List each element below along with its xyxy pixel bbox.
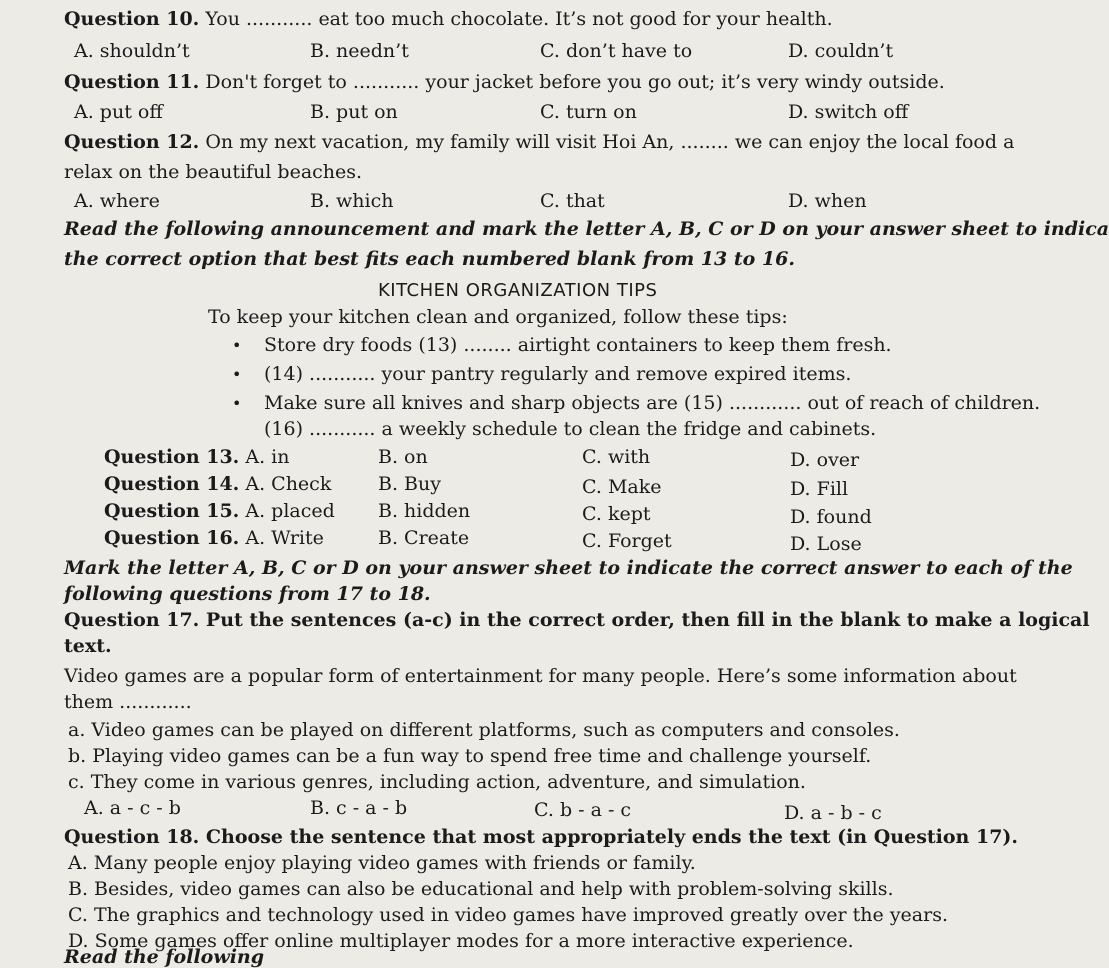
q12-option-c[interactable]: C. that bbox=[540, 190, 605, 212]
q14-option-c[interactable]: C. Make bbox=[582, 476, 662, 498]
bullet-icon: • bbox=[232, 336, 242, 355]
q11-option-c[interactable]: C. turn on bbox=[540, 101, 637, 123]
question-12-label: Question 12. bbox=[64, 131, 200, 153]
q15-option-b[interactable]: B. hidden bbox=[378, 500, 471, 522]
q12-option-d[interactable]: D. when bbox=[788, 190, 867, 212]
q16-option-a[interactable]: A. Write bbox=[245, 527, 324, 549]
q16-option-b[interactable]: B. Create bbox=[378, 527, 470, 549]
tip-item-15: Make sure all knives and sharp objects are (15) ............ out of reach of children. bbox=[264, 392, 1041, 414]
bullet-icon: • bbox=[232, 365, 242, 384]
instruction-13-16-line1: Read the following announcement and mark the letter A, B, C or D on your answer sheet to indica bbox=[64, 218, 1109, 240]
q11-option-a[interactable]: A. put off bbox=[74, 101, 163, 123]
q10-option-c[interactable]: C. don’t have to bbox=[540, 40, 693, 62]
question-13-label: Question 13. bbox=[104, 446, 240, 468]
q18-option-c[interactable]: C. The graphics and technology used in video games have improved greatly over the years. bbox=[68, 904, 949, 926]
question-17-paragraph-line1: Video games are a popular form of entertainment for many people. Here’s some information about bbox=[64, 665, 1017, 687]
question-17-label-line2: text. bbox=[64, 635, 112, 657]
question-15-label: Question 15. bbox=[104, 500, 240, 522]
question-12-text-line2: relax on the beautiful beaches. bbox=[64, 161, 363, 183]
question-10-text: You ........... eat too much chocolate. It’s not good for your health. bbox=[205, 8, 833, 30]
q13-option-b[interactable]: B. on bbox=[378, 446, 428, 468]
q15-option-c[interactable]: C. kept bbox=[582, 503, 651, 525]
question-17-label-line1: Question 17. Put the sentences (a-c) in the correct order, then fill in the blank to make a logical bbox=[64, 609, 1090, 631]
question-15 bbox=[104, 500, 335, 522]
bullet-icon: • bbox=[232, 394, 242, 413]
announcement-intro: To keep your kitchen clean and organized, follow these tips: bbox=[208, 306, 788, 328]
question-16-label: Question 16. bbox=[104, 527, 240, 549]
q10-option-b[interactable]: B. needn’t bbox=[310, 40, 409, 62]
question-10-label: Question 10. bbox=[64, 8, 200, 30]
question-16 bbox=[104, 527, 324, 549]
question-11-label: Question 11. bbox=[64, 71, 200, 93]
sentence-c: c. They come in various genres, including action, adventure, and simulation. bbox=[68, 771, 806, 793]
tip-item-16: (16) ........... a weekly schedule to clean the fridge and cabinets. bbox=[264, 418, 877, 440]
instruction-17-18-line1: Mark the letter A, B, C or D on your answer sheet to indicate the correct answer to each of the bbox=[64, 557, 1073, 579]
question-14-label: Question 14. bbox=[104, 473, 240, 495]
q18-option-d[interactable]: D. Some games offer online multiplayer modes for a more interactive experience. bbox=[68, 930, 854, 952]
sentence-a: a. Video games can be played on different platforms, such as computers and consoles. bbox=[68, 719, 900, 741]
q14-option-b[interactable]: B. Buy bbox=[378, 473, 441, 495]
q17-option-a[interactable]: A. a - c - b bbox=[84, 797, 181, 819]
question-11 bbox=[64, 71, 945, 93]
q14-option-a[interactable]: A. Check bbox=[245, 473, 332, 495]
q17-option-d[interactable]: D. a - b - c bbox=[784, 802, 882, 824]
q17-option-b[interactable]: B. c - a - b bbox=[310, 797, 408, 819]
instruction-13-16-line2: the correct option that best fits each numbered blank from 13 to 16. bbox=[64, 248, 795, 270]
sentence-b: b. Playing video games can be a fun way to spend free time and challenge yourself. bbox=[68, 745, 872, 767]
q12-option-b[interactable]: B. which bbox=[310, 190, 394, 212]
q14-option-d[interactable]: D. Fill bbox=[790, 478, 849, 500]
question-18-label: Question 18. Choose the sentence that most appropriately ends the text (in Question 17). bbox=[64, 826, 1019, 848]
cut-off-text: Read the following bbox=[64, 946, 265, 968]
question-14 bbox=[104, 473, 331, 495]
announcement-title: KITCHEN ORGANIZATION TIPS bbox=[378, 280, 658, 301]
q13-option-d[interactable]: D. over bbox=[790, 449, 860, 471]
q13-option-c[interactable]: C. with bbox=[582, 446, 651, 468]
question-10 bbox=[64, 8, 833, 30]
q11-option-d[interactable]: D. switch off bbox=[788, 101, 909, 123]
q15-option-d[interactable]: D. found bbox=[790, 506, 872, 528]
q11-option-b[interactable]: B. put on bbox=[310, 101, 398, 123]
q15-option-a[interactable]: A. placed bbox=[245, 500, 335, 522]
question-17-paragraph-line2: them ............ bbox=[64, 691, 192, 713]
question-12-text-line1: On my next vacation, my family will visit Hoi An, ........ we can enjoy the local food a bbox=[205, 131, 1015, 153]
q16-option-c[interactable]: C. Forget bbox=[582, 530, 672, 552]
tip-item-14: (14) ........... your pantry regularly and remove expired items. bbox=[264, 363, 852, 385]
q13-option-a[interactable]: A. in bbox=[245, 446, 290, 468]
question-12 bbox=[64, 131, 1014, 153]
q18-option-a[interactable]: A. Many people enjoy playing video games with friends or family. bbox=[68, 852, 696, 874]
q10-option-d[interactable]: D. couldn’t bbox=[788, 40, 894, 62]
question-13 bbox=[104, 446, 289, 468]
instruction-17-18-line2: following questions from 17 to 18. bbox=[64, 583, 431, 605]
question-11-text: Don't forget to ........... your jacket before you go out; it’s very windy outside. bbox=[205, 71, 945, 93]
q16-option-d[interactable]: D. Lose bbox=[790, 533, 862, 555]
q12-option-a[interactable]: A. where bbox=[74, 190, 160, 212]
tip-item-13: Store dry foods (13) ........ airtight containers to keep them fresh. bbox=[264, 334, 892, 356]
cut-off-line bbox=[64, 946, 324, 968]
q18-option-b[interactable]: B. Besides, video games can also be educational and help with problem-solving skills. bbox=[68, 878, 894, 900]
q10-option-a[interactable]: A. shouldn’t bbox=[74, 40, 190, 62]
q17-option-c[interactable]: C. b - a - c bbox=[534, 799, 632, 821]
